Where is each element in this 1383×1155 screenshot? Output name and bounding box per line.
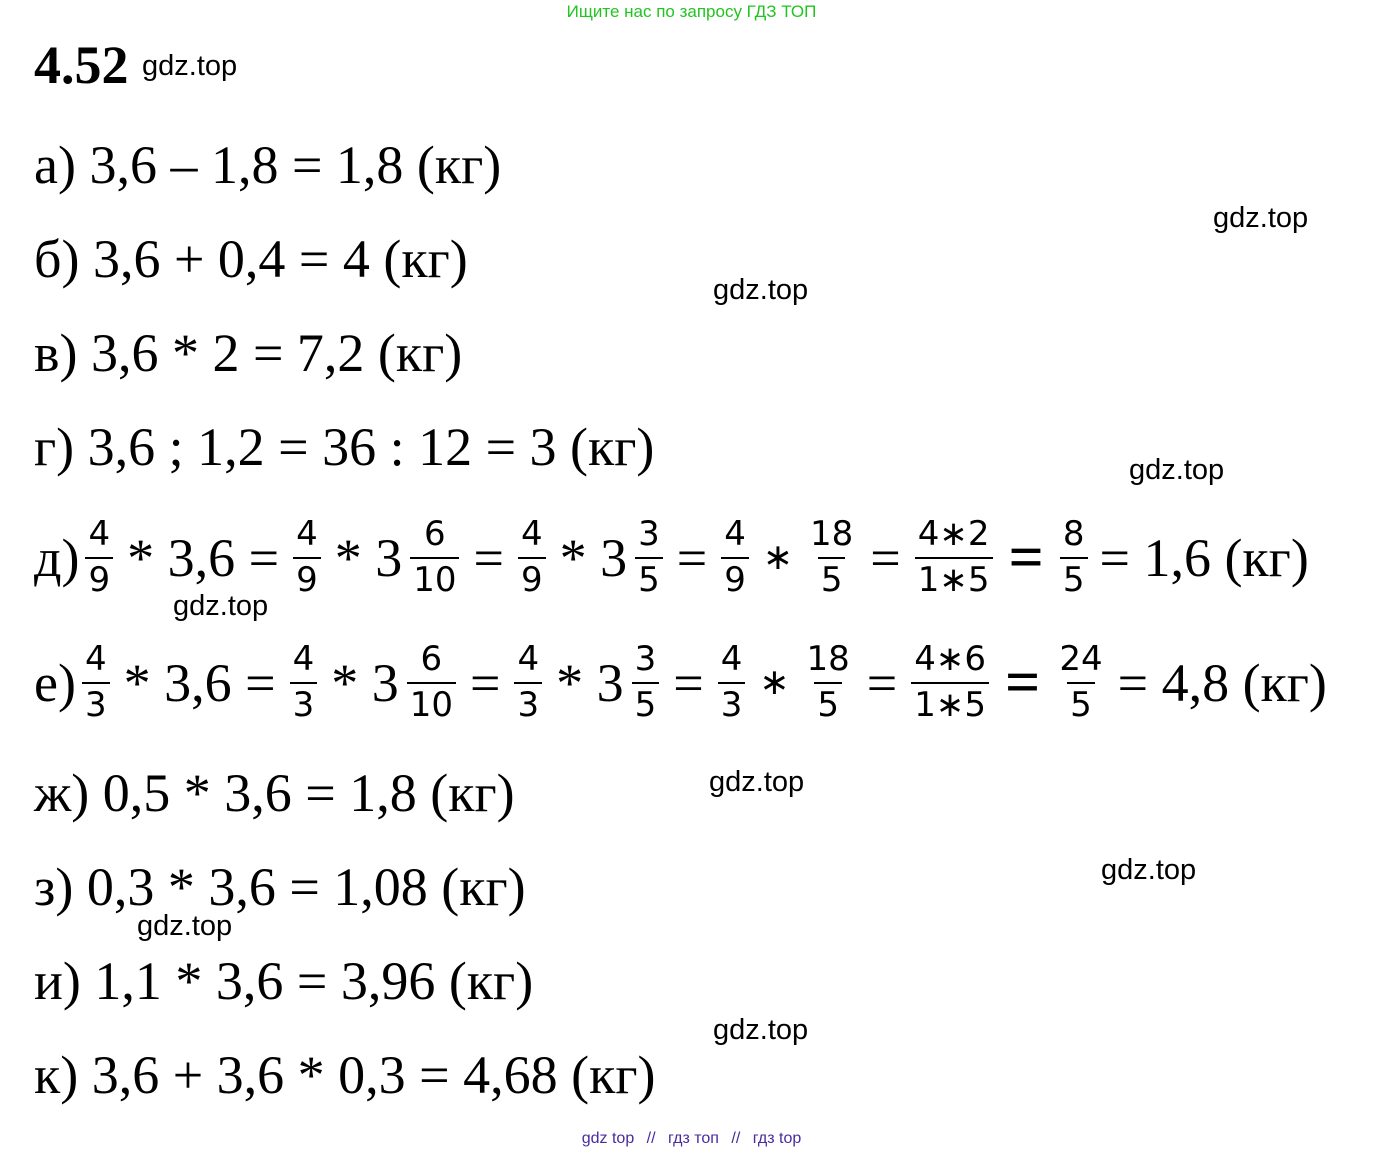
watermark: gdz.top [142, 50, 238, 82]
top-banner: Ищите нас по запросу ГДЗ ТОП [566, 2, 817, 21]
fraction: $\frac{18}{5}$ [810, 514, 854, 600]
operator: = [673, 653, 704, 713]
fraction: $\frac{4}{9}$ [293, 517, 321, 598]
operator: * 3 [556, 653, 624, 713]
fraction: $\frac{4∗6}{1∗5}$ [911, 642, 989, 723]
line-label: е) [34, 653, 76, 713]
solution-line-a: а) 3,6 – 1,8 = 1,8 (кг) [34, 135, 502, 195]
fraction: $\frac{6}{10}$ [407, 642, 456, 723]
problem-number: 4.52 [34, 35, 129, 95]
operator: = [866, 653, 898, 713]
watermark: gdz.top [713, 274, 809, 306]
operator: = [676, 528, 708, 588]
fraction: $\frac{3}{5}$ [632, 642, 660, 723]
fraction: $\frac{4}{3}$ [718, 642, 746, 723]
solution-line-v: в) 3,6 * 2 = 7,2 (кг) [34, 323, 463, 383]
fraction: $\frac{4}{9}$ [721, 517, 749, 598]
fraction: $\frac{24}{5}$ [1059, 639, 1103, 725]
footer-links [0, 1130, 1383, 1148]
operator: ∗ [759, 662, 790, 703]
fraction: $\frac{6}{10}$ [410, 517, 459, 598]
fraction: $\frac{4∗2}{1∗5}$ [915, 517, 993, 598]
operator: = [1005, 649, 1041, 717]
footer-separator: // [731, 1130, 741, 1147]
solution-line-b: б) 3,6 + 0,4 = 4 (кг) [34, 229, 468, 289]
watermark: gdz.top [713, 1014, 809, 1046]
result: = 1,6 (кг) [1099, 528, 1309, 588]
solution-line-i: и) 1,1 * 3,6 = 3,96 (кг) [34, 951, 534, 1011]
watermark: gdz.top [1101, 854, 1197, 886]
solution-line-d [34, 503, 1309, 613]
fraction: $\frac{4}{3}$ [82, 642, 110, 723]
line-label: д) [34, 528, 80, 588]
footer-separator: // [646, 1130, 656, 1147]
result: = 4,8 (кг) [1117, 653, 1327, 713]
solution-line-e [34, 628, 1327, 738]
watermark: gdz.top [709, 766, 805, 798]
solution-line-z: з) 0,3 * 3,6 = 1,08 (кг) [34, 857, 526, 917]
operator: * 3 [331, 653, 399, 713]
operator: = [469, 653, 501, 713]
watermark: gdz.top [137, 910, 233, 942]
solution-line-g: г) 3,6 ; 1,2 = 36 : 12 = 3 (кг) [34, 417, 655, 477]
fraction: $\frac{3}{5}$ [635, 517, 663, 598]
footer-link[interactable]: гдз топ [668, 1130, 719, 1147]
operator: = [870, 528, 901, 588]
operator: ∗ [762, 537, 794, 578]
watermark: gdz.top [1129, 454, 1225, 486]
solution-line-k: к) 3,6 + 3,6 * 0,3 = 4,68 (кг) [34, 1045, 656, 1105]
watermark: gdz.top [173, 590, 269, 622]
footer-link[interactable]: гдз top [752, 1130, 802, 1147]
fraction: $\frac{8}{5}$ [1060, 517, 1088, 598]
operator: * 3,6 = [127, 528, 280, 588]
operator: * 3,6 = [123, 653, 276, 713]
fraction: $\frac{4}{9}$ [518, 517, 546, 598]
solution-line-zh: ж) 0,5 * 3,6 = 1,8 (кг) [34, 763, 515, 823]
operator: * 3 [559, 528, 628, 588]
fraction: $\frac{4}{3}$ [290, 642, 318, 723]
operator: = [473, 528, 504, 588]
operator: * 3 [334, 528, 403, 588]
operator: = [1008, 524, 1044, 592]
fraction: $\frac{18}{5}$ [806, 639, 850, 725]
fraction: $\frac{4}{9}$ [85, 517, 113, 598]
footer-link[interactable]: gdz top [581, 1130, 635, 1147]
fraction: $\frac{4}{3}$ [514, 642, 542, 723]
watermark: gdz.top [1213, 202, 1309, 234]
